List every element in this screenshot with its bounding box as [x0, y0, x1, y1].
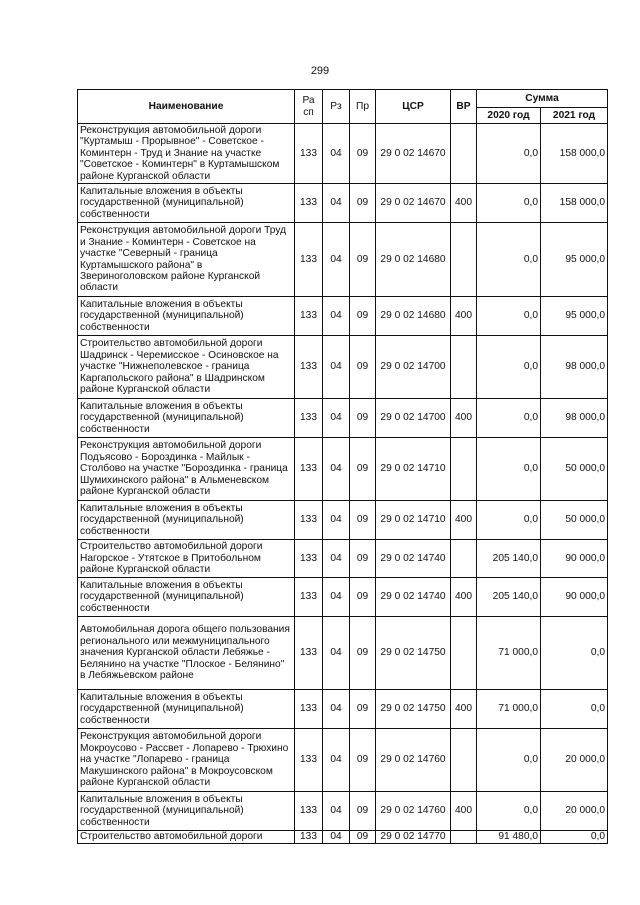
cell-csr: 29 0 02 14670 [376, 124, 451, 184]
cell-name: Капитальные вложения в объекты государственной (муниципальной) собственности [78, 501, 295, 540]
cell-rz: 04 [323, 223, 350, 297]
cell-name: Капитальные вложения в объекты государственной (муниципальной) собственности [78, 690, 295, 729]
cell-pr: 09 [350, 729, 376, 792]
table-row [78, 729, 608, 792]
cell-2020: 0,0 [477, 184, 541, 223]
cell-2020: 0,0 [477, 336, 541, 399]
cell-csr: 29 0 02 14710 [376, 438, 451, 501]
cell-2020: 205 140,0 [477, 578, 541, 617]
cell-vr: 400 [451, 792, 477, 831]
cell-2021: 0,0 [541, 690, 608, 729]
cell-2020: 205 140,0 [477, 540, 541, 578]
cell-2021: 98 000,0 [541, 336, 608, 399]
cell-name: Капитальные вложения в объекты государственной (муниципальной) собственности [78, 792, 295, 831]
cell-rasp: 133 [295, 399, 323, 438]
cell-rasp: 133 [295, 540, 323, 578]
cell-rz: 04 [323, 729, 350, 792]
table-row [78, 399, 608, 438]
cell-rasp: 133 [295, 184, 323, 223]
cell-csr: 29 0 02 14760 [376, 792, 451, 831]
cell-csr: 29 0 02 14700 [376, 399, 451, 438]
header-sum: Сумма [477, 90, 608, 108]
cell-csr: 29 0 02 14770 [376, 831, 451, 844]
cell-2021: 158 000,0 [541, 124, 608, 184]
cell-rz: 04 [323, 399, 350, 438]
cell-vr [451, 438, 477, 501]
table-row [78, 792, 608, 831]
table-row [78, 540, 608, 578]
header-csr: ЦСР [376, 90, 451, 124]
cell-2020: 0,0 [477, 792, 541, 831]
cell-rasp: 133 [295, 831, 323, 844]
cell-csr: 29 0 02 14670 [376, 184, 451, 223]
cell-rasp: 133 [295, 617, 323, 690]
cell-pr: 09 [350, 399, 376, 438]
cell-2021: 50 000,0 [541, 438, 608, 501]
cell-pr: 09 [350, 831, 376, 844]
cell-pr: 09 [350, 184, 376, 223]
cell-name: Капитальные вложения в объекты государственной (муниципальной) собственности [78, 184, 295, 223]
cell-rz: 04 [323, 578, 350, 617]
header-pr: Пр [350, 90, 376, 124]
cell-vr [451, 336, 477, 399]
budget-table [77, 89, 608, 844]
table-row [78, 184, 608, 223]
cell-rasp: 133 [295, 336, 323, 399]
cell-pr: 09 [350, 792, 376, 831]
cell-name: Строительство автомобильной дороги Шадринск - Черемисское - Осиновское на участке "Нижнеполевское - граница Каргапольского района" в Шадринском районе Курганской области [78, 336, 295, 399]
cell-csr: 29 0 02 14680 [376, 223, 451, 297]
header-vr: ВР [451, 90, 477, 124]
cell-rz: 04 [323, 540, 350, 578]
cell-2021: 0,0 [541, 617, 608, 690]
cell-2020: 91 480,0 [477, 831, 541, 844]
table-row [78, 297, 608, 336]
table-row [78, 501, 608, 540]
cell-csr: 29 0 02 14710 [376, 501, 451, 540]
cell-rz: 04 [323, 438, 350, 501]
cell-vr: 400 [451, 399, 477, 438]
cell-2021: 90 000,0 [541, 578, 608, 617]
table-row [78, 438, 608, 501]
table-row [78, 578, 608, 617]
table-row [78, 617, 608, 690]
cell-name: Капитальные вложения в объекты государственной (муниципальной) собственности [78, 297, 295, 336]
cell-vr [451, 124, 477, 184]
cell-2020: 71 000,0 [477, 617, 541, 690]
cell-rasp: 133 [295, 578, 323, 617]
cell-vr [451, 831, 477, 844]
header-2021: 2021 год [541, 108, 608, 124]
cell-2021: 20 000,0 [541, 729, 608, 792]
cell-vr [451, 540, 477, 578]
cell-vr: 400 [451, 690, 477, 729]
cell-rasp: 133 [295, 690, 323, 729]
header-rz: Рз [323, 90, 350, 124]
cell-2020: 0,0 [477, 501, 541, 540]
cell-pr: 09 [350, 578, 376, 617]
cell-rasp: 133 [295, 223, 323, 297]
cell-2021: 95 000,0 [541, 297, 608, 336]
table-body [78, 124, 608, 844]
cell-csr: 29 0 02 14760 [376, 729, 451, 792]
cell-2021: 158 000,0 [541, 184, 608, 223]
header-2020: 2020 год [477, 108, 541, 124]
cell-rz: 04 [323, 617, 350, 690]
cell-csr: 29 0 02 14750 [376, 617, 451, 690]
cell-name: Реконструкция автомобильной дороги "Куртамыш - Прорывное" - Советское - Коминтерн - Труд и Знание на участке "Советское - Коминтерн" в Куртамышском районе Курганской области [78, 124, 295, 184]
cell-pr: 09 [350, 297, 376, 336]
cell-vr: 400 [451, 578, 477, 617]
cell-2020: 71 000,0 [477, 690, 541, 729]
cell-rasp: 133 [295, 729, 323, 792]
cell-name: Строительство автомобильной дороги [78, 831, 295, 844]
cell-rz: 04 [323, 690, 350, 729]
cell-name: Автомобильная дорога общего пользования регионального или межмуниципального значения Курганской области Лебяжье - Белянино на участке "Плоское - Белянино" в Лебяжьевском районе [78, 617, 295, 690]
cell-2021: 98 000,0 [541, 399, 608, 438]
cell-2021: 20 000,0 [541, 792, 608, 831]
cell-rasp: 133 [295, 792, 323, 831]
cell-rz: 04 [323, 831, 350, 844]
cell-2021: 50 000,0 [541, 501, 608, 540]
cell-rasp: 133 [295, 124, 323, 184]
cell-vr [451, 729, 477, 792]
table-row [78, 690, 608, 729]
cell-2021: 90 000,0 [541, 540, 608, 578]
cell-name: Реконструкция автомобильной дороги Мокроусово - Рассвет - Лопарево - Трюхино на участке "Лопарево - граница Макушинского района" в Мокроусовском районе Курганской области [78, 729, 295, 792]
cell-vr [451, 617, 477, 690]
cell-csr: 29 0 02 14680 [376, 297, 451, 336]
cell-rasp: 133 [295, 501, 323, 540]
cell-vr: 400 [451, 184, 477, 223]
cell-pr: 09 [350, 438, 376, 501]
cell-2021: 0,0 [541, 831, 608, 844]
cell-pr: 09 [350, 336, 376, 399]
table-row [78, 831, 608, 844]
cell-csr: 29 0 02 14700 [376, 336, 451, 399]
cell-pr: 09 [350, 124, 376, 184]
cell-2020: 0,0 [477, 297, 541, 336]
cell-name: Реконструкция автомобильной дороги Труд и Знание - Коминтерн - Советское на участке "Северный - граница Куртамышского района" в Звериноголовском районе Курганской области [78, 223, 295, 297]
cell-vr: 400 [451, 501, 477, 540]
cell-rz: 04 [323, 184, 350, 223]
cell-rz: 04 [323, 336, 350, 399]
cell-2021: 95 000,0 [541, 223, 608, 297]
table-row [78, 223, 608, 297]
cell-pr: 09 [350, 501, 376, 540]
cell-csr: 29 0 02 14750 [376, 690, 451, 729]
cell-2020: 0,0 [477, 729, 541, 792]
table-row [78, 124, 608, 184]
cell-2020: 0,0 [477, 223, 541, 297]
header-rasp: Ра сп [295, 90, 323, 124]
cell-rz: 04 [323, 297, 350, 336]
cell-rasp: 133 [295, 297, 323, 336]
cell-pr: 09 [350, 540, 376, 578]
cell-2020: 0,0 [477, 399, 541, 438]
cell-vr [451, 223, 477, 297]
cell-name: Капитальные вложения в объекты государственной (муниципальной) собственности [78, 578, 295, 617]
cell-rz: 04 [323, 124, 350, 184]
cell-name: Капитальные вложения в объекты государственной (муниципальной) собственности [78, 399, 295, 438]
cell-rz: 04 [323, 501, 350, 540]
cell-name: Реконструкция автомобильной дороги Подъясово - Бороздинка - Майлык - Столбово на участке "Бороздинка - граница Шумихинского района" в Альменевском районе Курганской области [78, 438, 295, 501]
cell-vr: 400 [451, 297, 477, 336]
cell-rasp: 133 [295, 438, 323, 501]
cell-2020: 0,0 [477, 124, 541, 184]
cell-pr: 09 [350, 690, 376, 729]
cell-2020: 0,0 [477, 438, 541, 501]
cell-csr: 29 0 02 14740 [376, 540, 451, 578]
header-name: Наименование [78, 90, 295, 124]
cell-pr: 09 [350, 617, 376, 690]
cell-name: Строительство автомобильной дороги Нагорское - Утятское в Притобольном районе Курганской области [78, 540, 295, 578]
cell-pr: 09 [350, 223, 376, 297]
cell-rz: 04 [323, 792, 350, 831]
page-number: 299 [310, 65, 330, 77]
table-row [78, 336, 608, 399]
cell-csr: 29 0 02 14740 [376, 578, 451, 617]
